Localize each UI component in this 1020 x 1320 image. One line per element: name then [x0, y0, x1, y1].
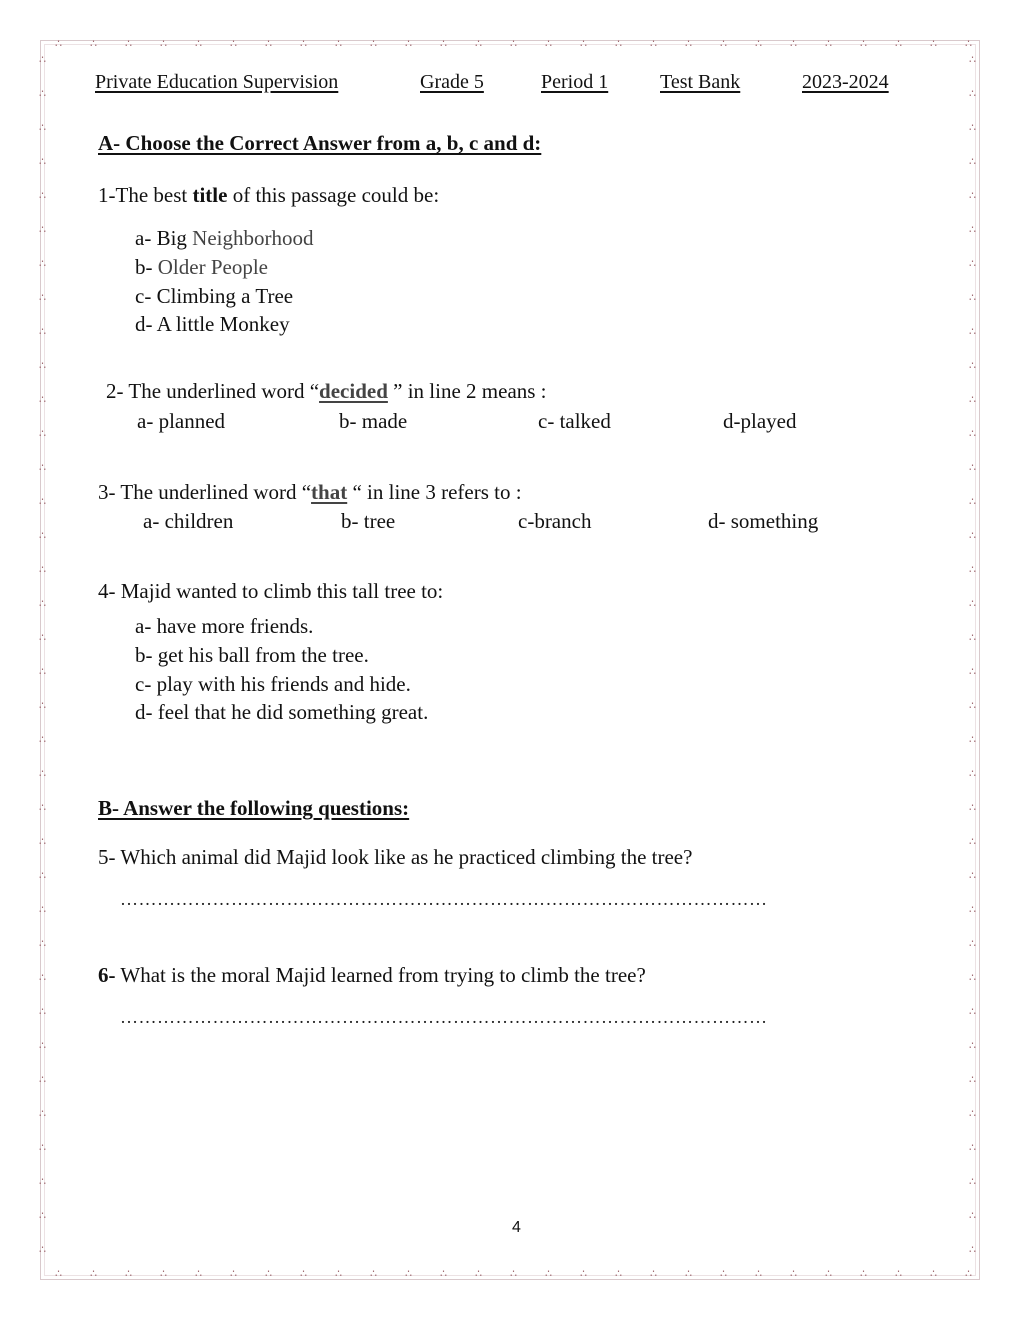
border-ornament: ∴ [790, 1268, 797, 1280]
border-ornament: ∴ [969, 1210, 976, 1222]
q1-option-d [135, 314, 290, 335]
border-ornament: ∴ [39, 870, 46, 882]
border-ornament: ∴ [195, 1268, 202, 1280]
option-letter: c- [135, 284, 152, 308]
border-ornament: ∴ [39, 1176, 46, 1188]
border-ornament: ∴ [265, 38, 272, 50]
border-ornament: ∴ [39, 156, 46, 168]
header-grade: Grade 5 [420, 71, 484, 93]
border-ornament: ∴ [39, 1142, 46, 1154]
border-ornament: ∴ [969, 428, 976, 440]
border-ornament: ∴ [755, 1268, 762, 1280]
q5-text: Which animal did Majid look like as he practiced climbing the tree? [120, 845, 693, 869]
q2-option-a: a- planned [137, 409, 226, 433]
header-year: 2023-2024 [802, 71, 889, 93]
border-ornament: ∴ [39, 598, 46, 610]
border-ornament: ∴ [370, 1268, 377, 1280]
border-ornament: ∴ [39, 768, 46, 780]
q4-option-b [135, 645, 369, 666]
border-ornament: ∴ [39, 972, 46, 984]
border-ornament: ∴ [685, 1268, 692, 1280]
border-ornament: ∴ [969, 224, 976, 236]
section-b-title: B- Answer the following questions: [98, 796, 410, 820]
border-ornament: ∴ [969, 88, 976, 100]
border-ornament: ∴ [969, 496, 976, 508]
border-ornament: ∴ [39, 564, 46, 576]
q2-suffix: ” in line 2 means : [387, 379, 547, 403]
border-ornament: ∴ [969, 666, 976, 678]
q4-option-a [135, 616, 313, 637]
question-4: 4- Majid wanted to climb this tall tree to: [98, 579, 444, 603]
q5-answer-line[interactable]: …………………………………………………………………………………………… [120, 889, 768, 909]
q5-number: 5- [98, 845, 116, 869]
border-ornament: ∴ [39, 734, 46, 746]
border-ornament: ∴ [685, 38, 692, 50]
border-ornament: ∴ [440, 38, 447, 50]
question-5 [98, 847, 692, 868]
border-ornament: ∴ [55, 38, 62, 50]
border-ornament: ∴ [969, 190, 976, 202]
border-ornament: ∴ [615, 1268, 622, 1280]
q3-keyword: that [311, 480, 348, 504]
border-ornament: ∴ [969, 292, 976, 304]
q1-option-b [135, 257, 268, 278]
border-ornament: ∴ [39, 1040, 46, 1052]
border-ornament: ∴ [545, 38, 552, 50]
border-ornament: ∴ [405, 38, 412, 50]
q4-option-c [135, 674, 411, 695]
border-ornament: ∴ [55, 1268, 62, 1280]
border-ornament: ∴ [969, 632, 976, 644]
border-ornament: ∴ [825, 38, 832, 50]
border-ornament: ∴ [969, 394, 976, 406]
option-text: Older People [157, 255, 268, 279]
option-text: feel that he did something great. [157, 700, 429, 724]
border-ornament: ∴ [969, 258, 976, 270]
border-ornament: ∴ [39, 122, 46, 134]
option-text: get his ball from the tree. [157, 643, 369, 667]
q2-keyword: decided [319, 379, 388, 403]
q2-option-d: d-played [723, 409, 797, 433]
option-text-grey: Neighborhood [192, 226, 314, 250]
border-ornament: ∴ [39, 292, 46, 304]
border-ornament: ∴ [969, 360, 976, 372]
border-ornament: ∴ [39, 360, 46, 372]
q3-option-d: d- something [708, 509, 819, 533]
border-ornament: ∴ [969, 462, 976, 474]
border-ornament: ∴ [405, 1268, 412, 1280]
q3-prefix: 3- The underlined word “ [98, 480, 312, 504]
border-ornament: ∴ [895, 38, 902, 50]
header-period: Period 1 [541, 71, 609, 93]
border-ornament: ∴ [39, 496, 46, 508]
option-text: Climbing a Tree [156, 284, 294, 308]
border-ornament: ∴ [230, 1268, 237, 1280]
border-ornament: ∴ [969, 598, 976, 610]
border-ornament: ∴ [755, 38, 762, 50]
border-ornament: ∴ [969, 1108, 976, 1120]
option-text: play with his friends and hide. [156, 672, 411, 696]
border-ornament: ∴ [720, 38, 727, 50]
border-ornament: ∴ [969, 972, 976, 984]
q2-prefix: 2- The underlined word “ [106, 379, 320, 403]
q1-prefix: 1-The best [98, 183, 193, 207]
border-ornament: ∴ [125, 1268, 132, 1280]
border-ornament: ∴ [969, 1142, 976, 1154]
border-ornament: ∴ [39, 632, 46, 644]
q3-suffix: “ in line 3 refers to : [347, 480, 522, 504]
border-ornament: ∴ [39, 394, 46, 406]
header-org: Private Education Supervision [95, 71, 339, 93]
border-ornament: ∴ [39, 88, 46, 100]
border-ornament: ∴ [969, 870, 976, 882]
border-ornament: ∴ [39, 1210, 46, 1222]
border-ornament: ∴ [39, 224, 46, 236]
border-ornament: ∴ [969, 156, 976, 168]
border-ornament: ∴ [39, 462, 46, 474]
border-ornament: ∴ [39, 190, 46, 202]
question-2 [106, 381, 547, 402]
border-ornament: ∴ [39, 904, 46, 916]
border-ornament: ∴ [965, 38, 972, 50]
q1-suffix: of this passage could be: [227, 183, 440, 207]
border-ornament: ∴ [969, 54, 976, 66]
border-ornament: ∴ [580, 1268, 587, 1280]
border-ornament: ∴ [930, 1268, 937, 1280]
option-letter: a- [135, 226, 152, 250]
q2-option-c: c- talked [538, 409, 611, 433]
border-ornament: ∴ [39, 802, 46, 814]
border-ornament: ∴ [969, 836, 976, 848]
border-ornament: ∴ [615, 38, 622, 50]
border-ornament: ∴ [39, 1244, 46, 1256]
question-6 [98, 965, 646, 986]
border-ornament: ∴ [90, 38, 97, 50]
border-ornament: ∴ [969, 768, 976, 780]
border-ornament: ∴ [510, 38, 517, 50]
border-ornament: ∴ [965, 1268, 972, 1280]
border-ornament: ∴ [790, 38, 797, 50]
q3-option-b: b- tree [341, 509, 396, 533]
border-ornament: ∴ [860, 38, 867, 50]
question-3 [98, 482, 522, 503]
border-ornament: ∴ [650, 1268, 657, 1280]
border-ornament: ∴ [969, 700, 976, 712]
border-ornament: ∴ [860, 1268, 867, 1280]
q4-option-d [135, 702, 428, 723]
border-ornament: ∴ [930, 38, 937, 50]
border-ornament: ∴ [969, 122, 976, 134]
q3-option-a: a- children [143, 509, 234, 533]
q6-text: What is the moral Majid learned from trying to climb the tree? [120, 963, 646, 987]
option-letter: d- [135, 312, 153, 336]
question-1 [98, 185, 439, 206]
border-ornament: ∴ [969, 1244, 976, 1256]
border-ornament: ∴ [969, 326, 976, 338]
border-ornament: ∴ [39, 938, 46, 950]
border-ornament: ∴ [969, 1176, 976, 1188]
border-ornament: ∴ [650, 38, 657, 50]
option-letter: a- [135, 614, 152, 638]
section-a-title: A- Choose the Correct Answer from a, b, c and d: [98, 131, 542, 155]
border-ornament: ∴ [510, 1268, 517, 1280]
border-ornament: ∴ [545, 1268, 552, 1280]
page-number: 4 [512, 1219, 521, 1236]
header-test-bank: Test Bank [660, 71, 741, 93]
border-ornament: ∴ [39, 666, 46, 678]
option-letter: d- [135, 700, 153, 724]
q6-number: 6- [98, 963, 116, 987]
q3-option-c: c-branch [518, 509, 592, 533]
border-ornament: ∴ [39, 530, 46, 542]
border-ornament: ∴ [825, 1268, 832, 1280]
border-ornament: ∴ [195, 38, 202, 50]
border-ornament: ∴ [300, 38, 307, 50]
border-ornament: ∴ [160, 38, 167, 50]
border-ornament: ∴ [39, 54, 46, 66]
border-ornament: ∴ [895, 1268, 902, 1280]
border-ornament: ∴ [969, 530, 976, 542]
option-text: A little Monkey [156, 312, 290, 336]
border-ornament: ∴ [969, 938, 976, 950]
border-ornament: ∴ [969, 734, 976, 746]
border-ornament: ∴ [39, 428, 46, 440]
border-ornament: ∴ [475, 1268, 482, 1280]
border-ornament: ∴ [969, 904, 976, 916]
q1-option-c [135, 286, 293, 307]
border-ornament: ∴ [335, 38, 342, 50]
q1-keyword: title [192, 183, 228, 207]
q2-option-b: b- made [339, 409, 408, 433]
border-ornament: ∴ [580, 38, 587, 50]
option-letter: b- [135, 643, 153, 667]
border-ornament: ∴ [969, 802, 976, 814]
border-ornament: ∴ [39, 1006, 46, 1018]
border-ornament: ∴ [969, 1074, 976, 1086]
border-ornament: ∴ [720, 1268, 727, 1280]
option-letter: b- [135, 255, 153, 279]
border-ornament: ∴ [39, 1074, 46, 1086]
border-ornament: ∴ [39, 836, 46, 848]
border-ornament: ∴ [39, 326, 46, 338]
border-ornament: ∴ [475, 38, 482, 50]
border-ornament: ∴ [265, 1268, 272, 1280]
border-ornament: ∴ [440, 1268, 447, 1280]
border-ornament: ∴ [39, 1108, 46, 1120]
border-ornament: ∴ [230, 38, 237, 50]
option-letter: c- [135, 672, 152, 696]
border-ornament: ∴ [125, 38, 132, 50]
border-ornament: ∴ [335, 1268, 342, 1280]
q6-answer-line[interactable]: …………………………………………………………………………………………… [120, 1007, 768, 1027]
option-text: Big [156, 226, 193, 250]
border-ornament: ∴ [39, 700, 46, 712]
border-ornament: ∴ [90, 1268, 97, 1280]
border-ornament: ∴ [39, 258, 46, 270]
border-ornament: ∴ [370, 38, 377, 50]
q1-option-a [135, 228, 314, 249]
border-ornament: ∴ [300, 1268, 307, 1280]
border-ornament: ∴ [969, 1040, 976, 1052]
border-ornament: ∴ [969, 564, 976, 576]
border-ornament: ∴ [160, 1268, 167, 1280]
border-ornament: ∴ [969, 1006, 976, 1018]
option-text: have more friends. [156, 614, 314, 638]
